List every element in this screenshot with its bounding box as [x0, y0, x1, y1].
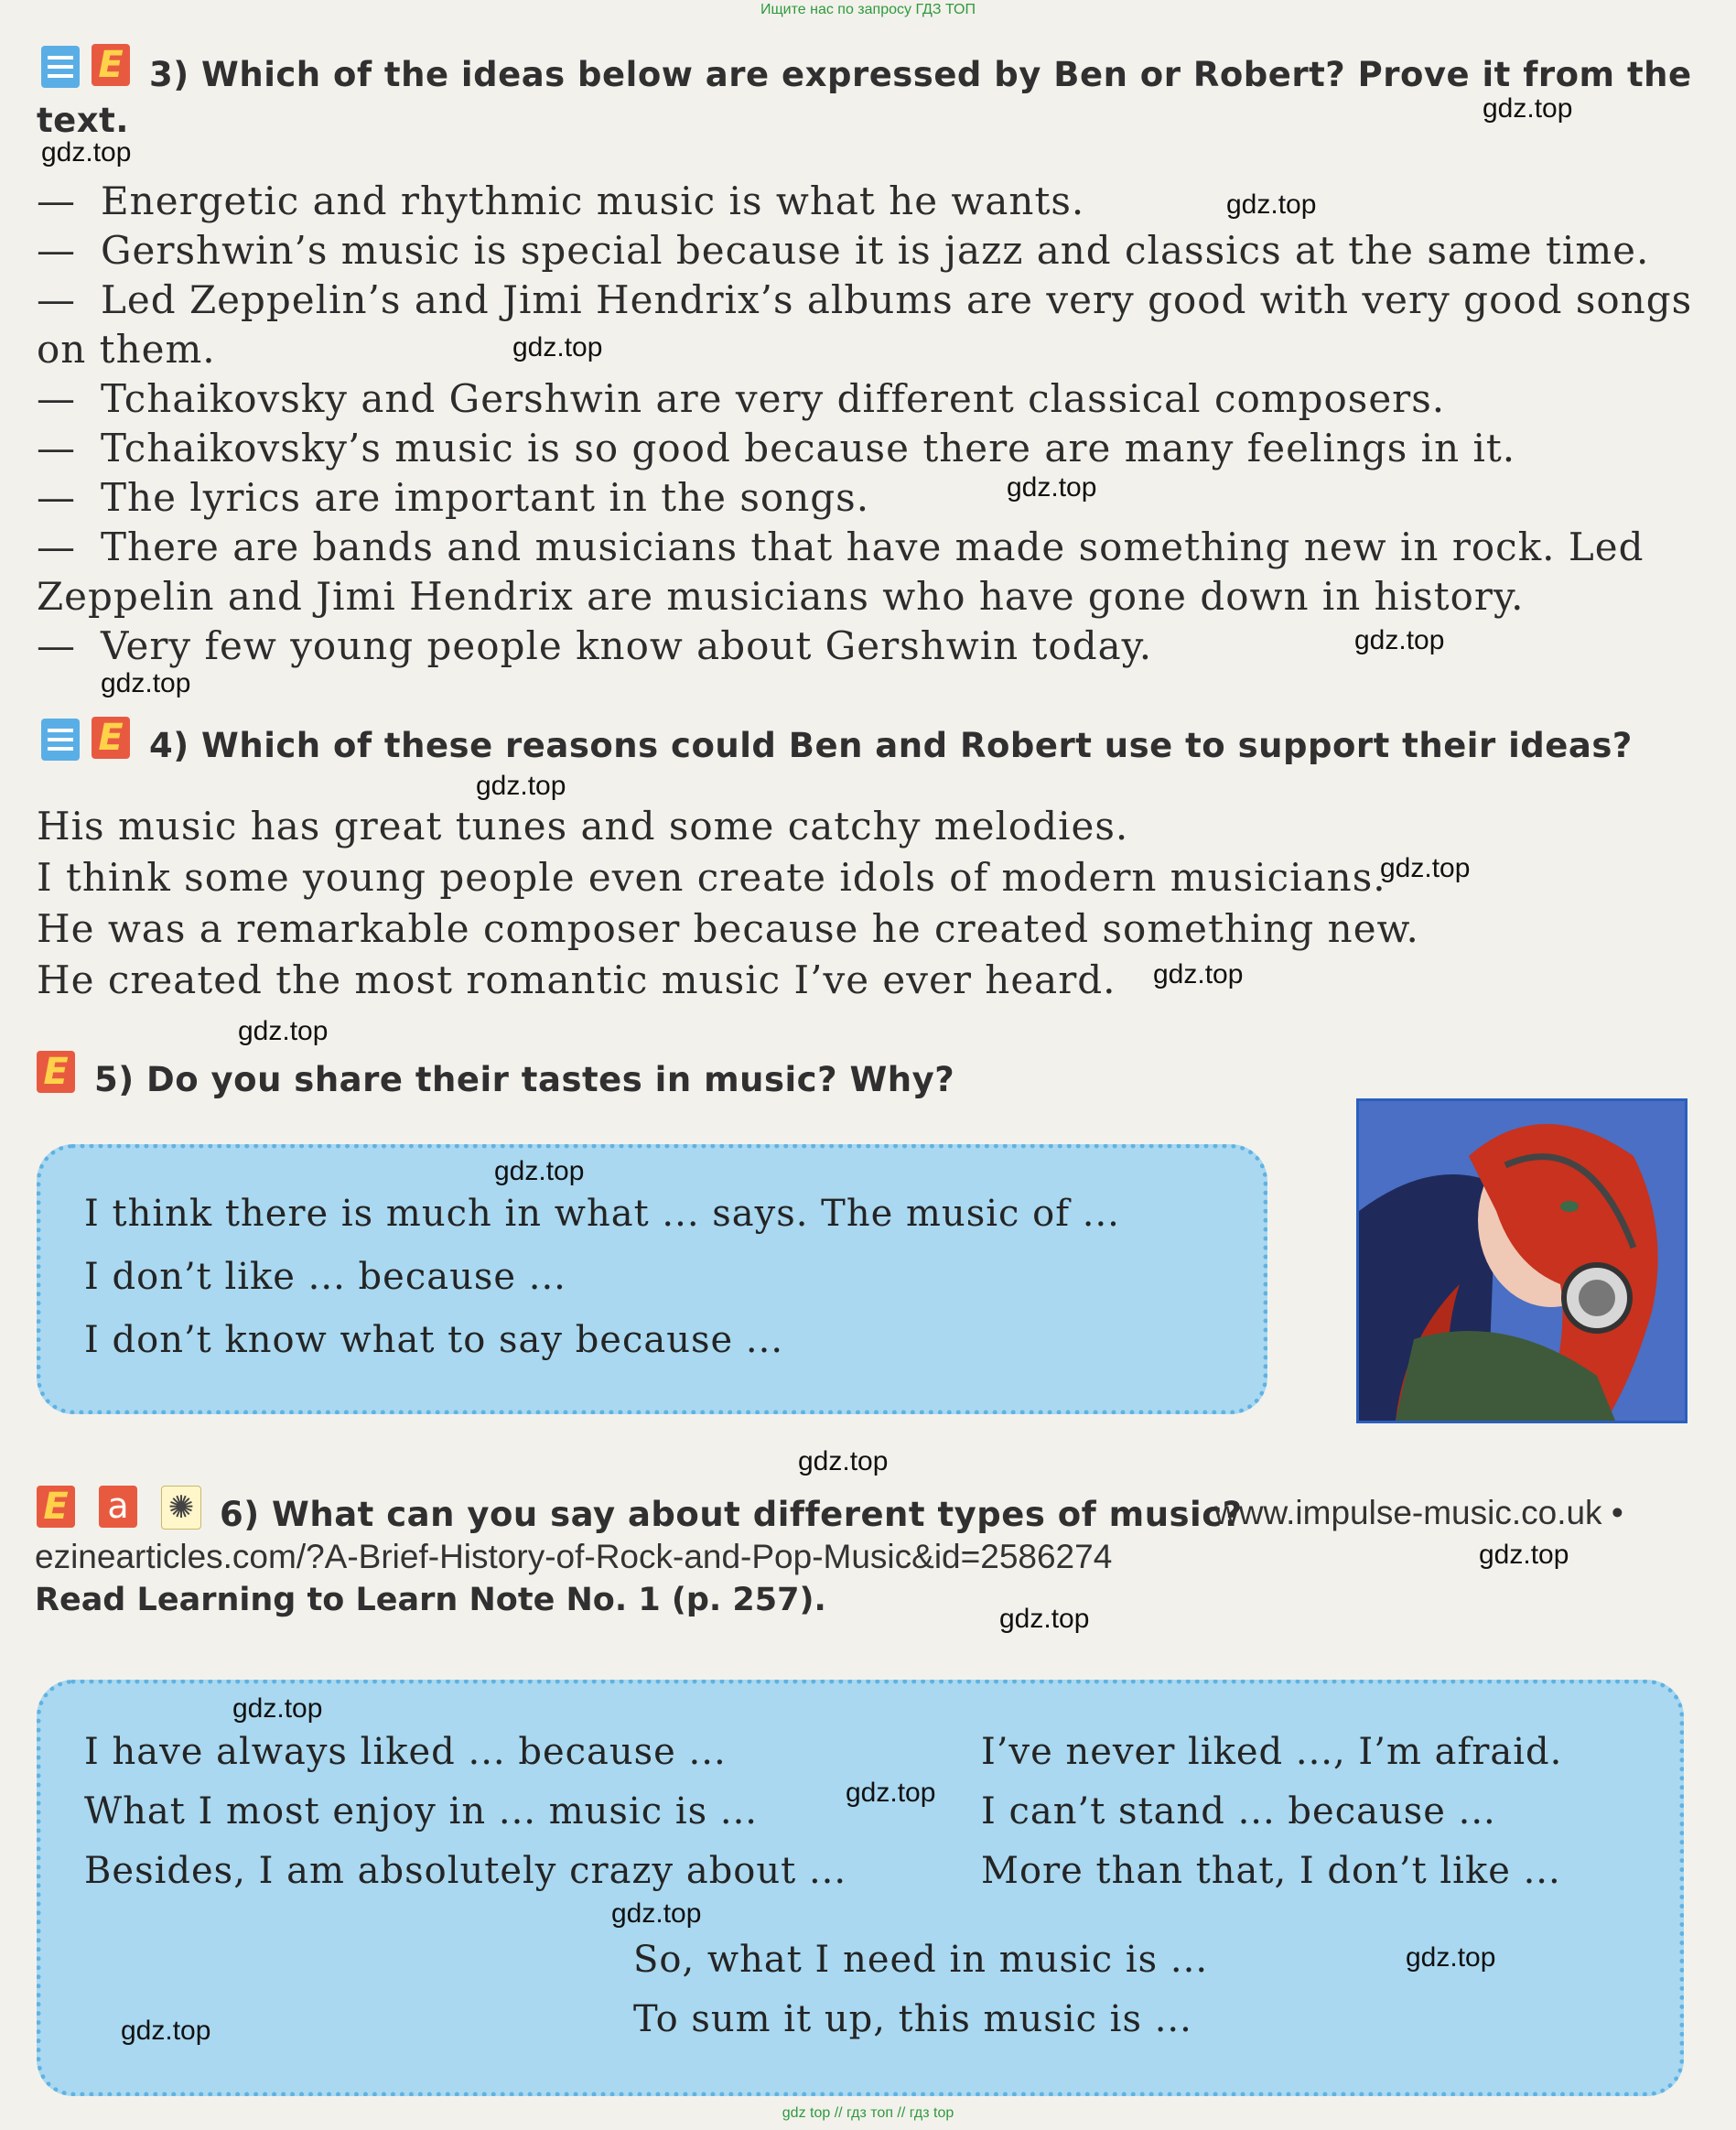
- ex6-phrase-right: I’ve never liked ..., I’m afraid.: [981, 1731, 1563, 1773]
- watermark: gdz.top: [1380, 853, 1471, 883]
- a-icon: a: [99, 1486, 137, 1528]
- watermark: gdz.top: [101, 668, 191, 698]
- ex4-line: He was a remarkable composer because he created something new.: [37, 906, 1419, 951]
- list-icon: [41, 46, 80, 88]
- watermark: gdz.top: [512, 332, 603, 362]
- watermark: gdz.top: [1007, 472, 1097, 503]
- watermark: gdz.top: [846, 1778, 936, 1808]
- e-icon: E: [37, 1486, 75, 1528]
- ex6-phrase-center: To sum it up, this music is ...: [633, 1998, 1192, 2040]
- watermark: gdz.top: [232, 1693, 323, 1724]
- ex6-phrase-right: More than that, I don’t like ...: [981, 1850, 1561, 1892]
- watermark: gdz.top: [121, 2016, 211, 2046]
- watermark: gdz.top: [1153, 959, 1244, 989]
- ex3-line: — Energetic and rhythmic music is what he wants.: [37, 178, 1085, 223]
- top-note: Ищите нас по запросу ГДЗ ТОП: [760, 2, 976, 17]
- ex6-phrase-left: I have always liked ... because ...: [84, 1731, 727, 1773]
- watermark: gdz.top: [238, 1016, 329, 1046]
- ex6-phrase-right: I can’t stand ... because ...: [981, 1790, 1496, 1833]
- e-icon: E: [92, 44, 130, 86]
- watermark: gdz.top: [41, 137, 132, 168]
- watermark: gdz.top: [999, 1604, 1090, 1634]
- ex6-phrase-left: Besides, I am absolutely crazy about ...: [84, 1850, 847, 1892]
- watermark: gdz.top: [1226, 189, 1317, 220]
- impulse-music-link[interactable]: www.impulse-music.co.uk •: [1214, 1494, 1623, 1531]
- e-icon: E: [92, 717, 130, 759]
- bottom-note: gdz top // гдз топ // гдз top: [782, 2105, 954, 2121]
- ex6-phrase-left: What I most enjoy in ... music is ...: [84, 1790, 759, 1833]
- web-icon: ✺: [161, 1486, 201, 1530]
- ex4-line: His music has great tunes and some catchy melodies.: [37, 804, 1129, 849]
- ex3-line: — Tchaikovsky’s music is so good because there are many feelings in it.: [37, 426, 1516, 470]
- ex3-line: — Led Zeppelin’s and Jimi Hendrix’s albums are very good with very good songs: [37, 277, 1693, 322]
- headphones-girl-image: [1356, 1098, 1687, 1423]
- ex4-line: He created the most romantic music I’ve ever heard.: [37, 957, 1116, 1002]
- list-icon: [41, 719, 80, 761]
- watermark: gdz.top: [1406, 1942, 1496, 1973]
- ex5-phrase: I don’t like ... because ...: [84, 1256, 566, 1298]
- ex3-heading-line2: text.: [37, 101, 129, 140]
- ex6-phrase-center: So, what I need in music is ...: [633, 1939, 1209, 1981]
- ex5-phrase: I don’t know what to say because ...: [84, 1319, 784, 1361]
- ex3-line: on them.: [37, 327, 216, 372]
- e-icon: E: [37, 1051, 75, 1093]
- watermark: gdz.top: [1483, 93, 1573, 124]
- ezinearticles-link[interactable]: ezinearticles.com/?A-Brief-History-of-Rock-and-Pop-Music&id=2586274: [35, 1538, 1113, 1575]
- watermark: gdz.top: [494, 1156, 585, 1186]
- ex4-heading: 4) Which of these reasons could Ben and Robert use to support their ideas?: [149, 726, 1633, 765]
- ex3-line: Zeppelin and Jimi Hendrix are musicians who have gone down in history.: [37, 574, 1525, 619]
- watermark: gdz.top: [1479, 1540, 1569, 1570]
- ex3-line: — Tchaikovsky and Gershwin are very different classical composers.: [37, 376, 1446, 421]
- watermark: gdz.top: [1354, 625, 1445, 655]
- ex3-heading-line1: 3) Which of the ideas below are expressed by Ben or Robert? Prove it from the: [149, 55, 1692, 94]
- ex3-line: — Gershwin’s music is special because it is jazz and classics at the same time.: [37, 228, 1650, 273]
- ex4-line: I think some young people even create idols of modern musicians.: [37, 855, 1386, 900]
- ex3-line: — The lyrics are important in the songs.: [37, 475, 870, 520]
- watermark: gdz.top: [476, 771, 566, 801]
- ex6-heading: 6) What can you say about different types of music?: [220, 1495, 1243, 1534]
- ex3-line: — Very few young people know about Gershwin today.: [37, 623, 1153, 668]
- learning-note: Read Learning to Learn Note No. 1 (p. 257).: [35, 1582, 826, 1618]
- ex5-heading: 5) Do you share their tastes in music? Why?: [94, 1060, 955, 1099]
- watermark: gdz.top: [611, 1898, 702, 1929]
- ex3-line: — There are bands and musicians that have made something new in rock. Led: [37, 524, 1644, 569]
- watermark: gdz.top: [798, 1446, 889, 1476]
- ex5-phrase: I think there is much in what ... says. The music of ...: [84, 1193, 1120, 1235]
